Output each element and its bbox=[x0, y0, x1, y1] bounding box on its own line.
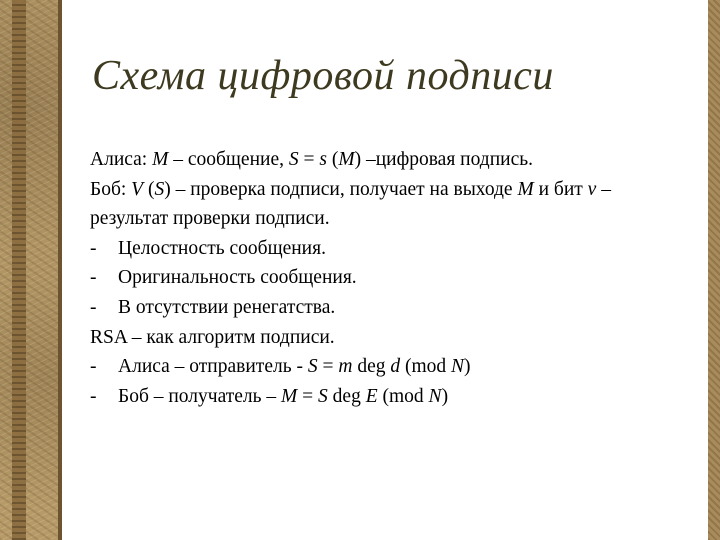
bullet-dash: - bbox=[90, 237, 97, 259]
math-var: S bbox=[307, 356, 318, 378]
text-run: Алиса – отправитель - bbox=[118, 356, 308, 378]
bullet-item-originality bbox=[90, 263, 690, 293]
bullet-dash: - bbox=[90, 267, 97, 289]
text-run: ( bbox=[143, 178, 155, 200]
text-run: (mod bbox=[400, 356, 452, 378]
math-var: N bbox=[451, 356, 465, 378]
math-var: V bbox=[131, 178, 144, 200]
bullet-dash: - bbox=[90, 385, 97, 407]
bullet-dash: - bbox=[90, 296, 97, 318]
slide bbox=[62, 0, 708, 540]
bullet-item-non-repudiation bbox=[90, 293, 690, 323]
text-run: = bbox=[317, 356, 339, 378]
math-var: M bbox=[517, 178, 534, 200]
text-line-rsa: RSA – как алгоритм подписи. bbox=[90, 326, 335, 348]
slide-title: Схема цифровой подписи bbox=[92, 53, 554, 99]
bullet-text: Оригинальность сообщения. bbox=[118, 267, 357, 289]
left-decorative-border bbox=[0, 0, 62, 540]
bullet-item-bob-receiver bbox=[90, 382, 690, 412]
text-line-3: результат проверки подписи. bbox=[90, 208, 330, 230]
math-var: M bbox=[281, 385, 298, 407]
text-run: = bbox=[298, 149, 320, 170]
math-var: M bbox=[152, 149, 169, 170]
math-var: v bbox=[587, 178, 597, 200]
math-var: S bbox=[288, 149, 299, 170]
math-var: S bbox=[318, 385, 328, 407]
text-run: ) bbox=[441, 385, 449, 407]
bullet-text: Целостность сообщения. bbox=[118, 237, 326, 259]
bullet-item-integrity bbox=[90, 234, 690, 264]
text-run: ( bbox=[326, 149, 339, 170]
text-run: ) bbox=[464, 356, 471, 378]
right-decorative-border bbox=[708, 0, 720, 540]
text-run: (mod bbox=[377, 385, 429, 407]
left-border-stripe bbox=[12, 0, 26, 540]
text-run: Боб: bbox=[90, 178, 132, 200]
math-var: M bbox=[338, 149, 355, 170]
text-run: = bbox=[297, 385, 319, 407]
text-run: Боб – получатель – bbox=[118, 385, 282, 407]
text-run: ) – проверка подписи, получает на выходе bbox=[164, 178, 518, 200]
math-var: E bbox=[365, 385, 378, 407]
bullet-text: В отсутствии ренегатства. bbox=[118, 296, 336, 318]
math-var: m bbox=[338, 356, 353, 378]
text-run: Алиса: bbox=[90, 149, 153, 170]
math-var: S bbox=[154, 178, 165, 200]
math-var: N bbox=[428, 385, 442, 407]
text-run: deg bbox=[327, 385, 366, 407]
text-run: – bbox=[596, 178, 611, 200]
text-run: – сообщение, bbox=[168, 149, 289, 170]
text-run: ) –цифровая подпись. bbox=[354, 149, 534, 170]
text-line-2 bbox=[90, 175, 690, 205]
math-var: s bbox=[319, 149, 327, 170]
math-var: d bbox=[390, 356, 401, 378]
bullet-item-alice-sender bbox=[90, 352, 690, 382]
bullet-dash: - bbox=[90, 356, 97, 378]
text-line-1 bbox=[90, 145, 690, 175]
text-run: deg bbox=[352, 356, 391, 378]
text-run: и бит bbox=[533, 178, 588, 200]
slide-body bbox=[90, 145, 690, 411]
